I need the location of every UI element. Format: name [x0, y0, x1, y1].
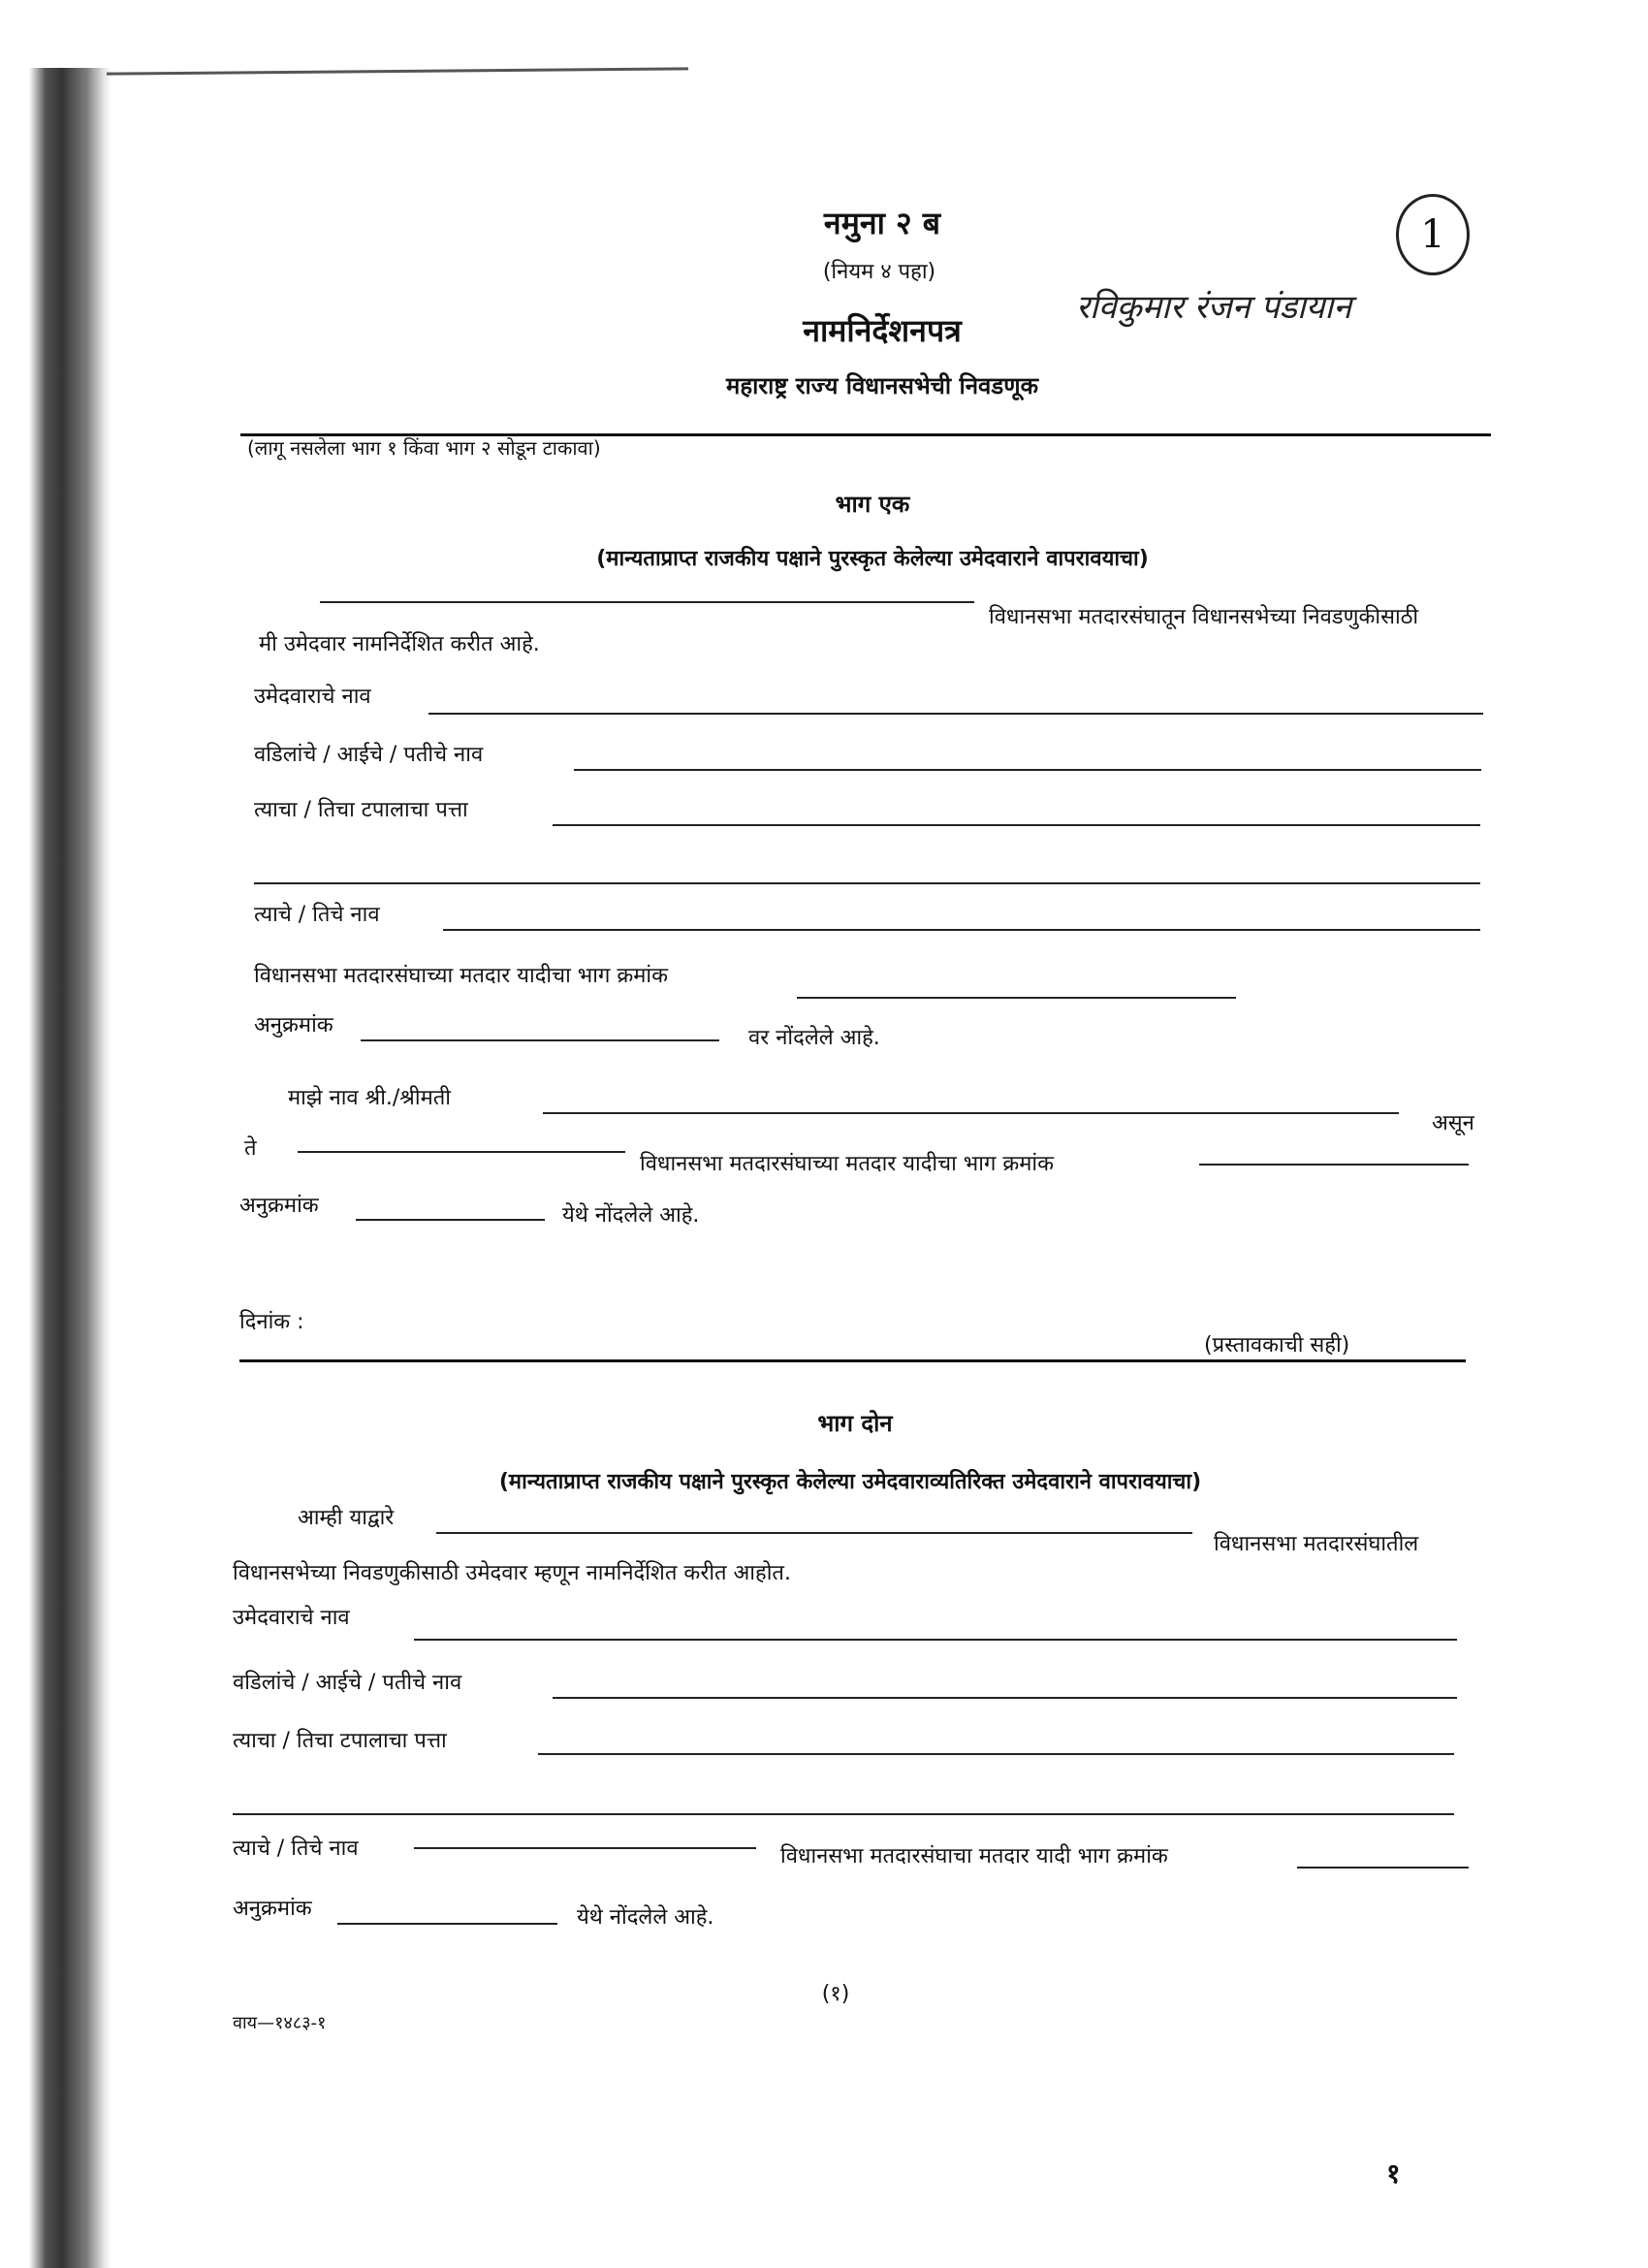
form-number: नमुना २ ब: [823, 205, 941, 241]
constituency-text-2: विधानसभा मतदारसंघातील: [1214, 1532, 1419, 1556]
serial-no-label: अनुक्रमांक: [254, 1013, 333, 1038]
registered-text: वर नोंदलेले आहे.: [748, 1026, 880, 1050]
scan-edge-shadow: [29, 68, 111, 2268]
candidate-name-label-2: उमेदवाराचे नाव: [233, 1606, 350, 1630]
serial-no-field-2[interactable]: [337, 1923, 557, 1925]
roll-part-label: विधानसभा मतदारसंघाच्या मतदार यादीचा भाग क्रमांक: [254, 964, 668, 988]
nominate-text-2: विधानसभेच्या निवडणुकीसाठी उमेदवार म्हणून नामनिर्देशित करीत आहोत.: [233, 1561, 791, 1585]
scan-top-edge: [107, 67, 688, 75]
registered-here-text: येथे नोंदलेले आहे.: [562, 1203, 700, 1228]
parent-name-label-2: वडिलांचे / आईचे / पतीचे नाव: [233, 1671, 462, 1695]
his-her-name-field-2[interactable]: [414, 1847, 756, 1849]
constituency-field[interactable]: [320, 601, 974, 603]
part-two-subheading: (मान्यताप्राप्त राजकीय पक्षाने पुरस्कृत केलेल्या उमेदवाराव्यतिरिक्त उमेदवाराने वापरावयाचा): [498, 1470, 1202, 1494]
serial-no-label-3: अनुक्रमांक: [233, 1897, 312, 1921]
proposer-constituency-field[interactable]: [298, 1151, 625, 1153]
form-title: नामनिर्देशनपत्र: [803, 312, 962, 349]
postal-address-field-2[interactable]: [254, 882, 1480, 884]
serial-no-field[interactable]: [361, 1039, 719, 1041]
roll-part-field-2[interactable]: [1297, 1867, 1469, 1869]
candidate-name-field[interactable]: [428, 713, 1483, 715]
part-one-heading: भाग एक: [835, 491, 910, 518]
handwritten-serial: 1: [1396, 194, 1470, 275]
part-two-heading: भाग दोन: [817, 1410, 893, 1437]
his-her-name-label-2: त्याचे / तिचे नाव: [233, 1837, 359, 1861]
constituency-text: विधानसभा मतदारसंघातून विधानसभेच्या निवडणुकीसाठी: [989, 605, 1419, 629]
proposer-roll-part-field[interactable]: [1199, 1164, 1469, 1166]
his-her-name-label: त्याचे / तिचे नाव: [254, 903, 380, 927]
parent-name-label: वडिलांचे / आईचे / पतीचे नाव: [254, 743, 484, 767]
part-divider: [239, 1359, 1466, 1362]
proposer-signature-label: (प्रस्तावकाची सही): [1204, 1333, 1350, 1358]
postal-address-field-3[interactable]: [538, 1753, 1454, 1755]
proposer-serial-field[interactable]: [356, 1219, 545, 1221]
his-her-name-field[interactable]: [443, 929, 1480, 931]
postal-address-label: त्याचा / तिचा टपालाचा पत्ता: [254, 798, 468, 822]
roll-part-label-3: विधानसभा मतदारसंघाचा मतदार यादी भाग क्रमांक: [780, 1844, 1168, 1869]
postal-address-label-2: त्याचा / तिचा टपालाचा पत्ता: [233, 1729, 447, 1753]
asun-text: असून: [1432, 1111, 1474, 1135]
rule-reference: (नियम ४ पहा): [822, 260, 936, 284]
form-subtitle: महाराष्ट्र राज्य विधानसभेची निवडणूक: [725, 372, 1039, 399]
print-code: वाय—१४८३-१: [233, 2013, 327, 2033]
parent-name-field-2[interactable]: [553, 1697, 1457, 1699]
page-number: (१): [821, 1982, 850, 2006]
parent-name-field[interactable]: [574, 769, 1481, 771]
te-text: ते: [244, 1136, 257, 1161]
proposer-name-field[interactable]: [543, 1112, 1399, 1114]
date-label: दिनांक :: [239, 1310, 304, 1334]
nominate-text: मी उमेदवार नामनिर्देशित करीत आहे.: [259, 632, 540, 656]
instruction: (लागू नसलेला भाग १ किंवा भाग २ सोडून टाकावा): [247, 436, 601, 460]
postal-address-field-4[interactable]: [233, 1813, 1454, 1815]
proposer-name-label: माझे नाव श्री./श्रीमती: [288, 1086, 451, 1110]
registered-here-text-2: येथे नोंदलेले आहे.: [577, 1905, 714, 1930]
roll-part-label-2: विधानसभा मतदारसंघाच्या मतदार यादीचा भाग क्रमांक: [640, 1152, 1054, 1176]
postal-address-field[interactable]: [553, 824, 1480, 826]
handwritten-name: रविकुमार रंजन पंडायान: [1076, 288, 1352, 327]
roll-part-field[interactable]: [797, 997, 1236, 999]
serial-no-label-2: अनुक्रमांक: [239, 1194, 319, 1218]
candidate-name-label: उमेदवाराचे नाव: [254, 685, 371, 709]
candidate-name-field-2[interactable]: [414, 1639, 1457, 1641]
part-one-subheading: (मान्यताप्राप्त राजकीय पक्षाने पुरस्कृत केलेल्या उमेदवाराने वापरावयाचा): [596, 547, 1149, 571]
corner-mark: १: [1386, 2157, 1401, 2189]
constituency-field-2[interactable]: [436, 1532, 1192, 1534]
we-hereby-text: आम्ही याद्वारे: [298, 1506, 395, 1530]
